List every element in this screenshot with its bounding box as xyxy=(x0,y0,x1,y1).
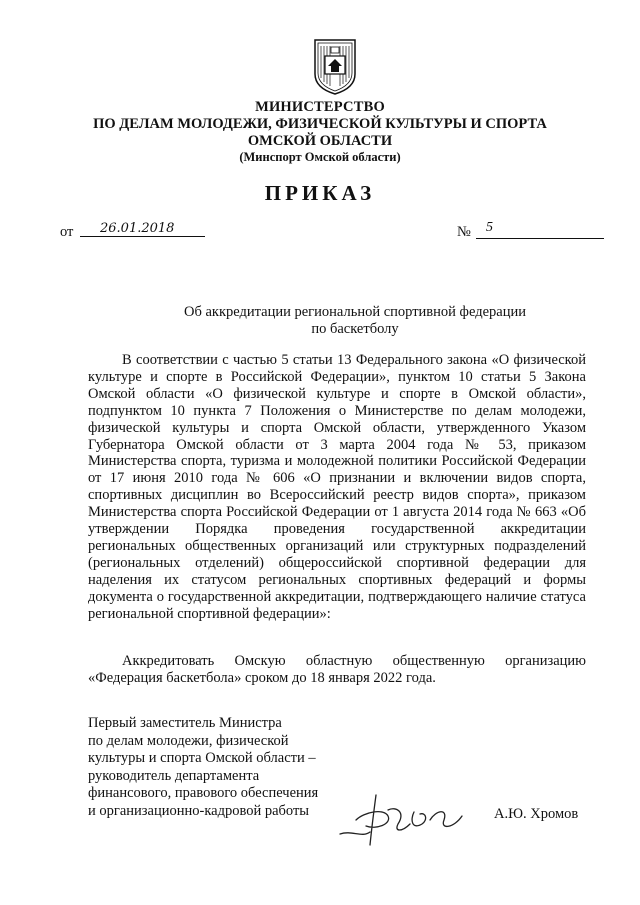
handwritten-signature xyxy=(336,790,476,850)
signatory-position xyxy=(88,715,338,821)
date-underline xyxy=(80,236,205,237)
position-line: и организационно-кадровой работы xyxy=(88,802,310,819)
signatory-name: А.Ю. Хромов xyxy=(494,806,579,822)
ministry-header-line-3: ОМСКОЙ ОБЛАСТИ xyxy=(247,133,393,149)
ministry-header-line-1: МИНИСТЕРСТВО xyxy=(255,99,385,115)
ministry-short-name: (Минспорт Омской области) xyxy=(239,150,401,164)
date-value: 26.01.2018 xyxy=(100,221,175,236)
number-value: 5 xyxy=(486,220,493,235)
position-line: культуры и спорта Омской области – xyxy=(88,750,316,767)
date-label: от xyxy=(60,224,74,240)
omsk-coat-of-arms-emblem xyxy=(311,38,359,96)
order-subject xyxy=(150,304,560,338)
subject-line-2: по баскетболу xyxy=(311,321,399,337)
number-underline xyxy=(476,238,604,239)
position-line: Первый заместитель Министра xyxy=(88,715,282,731)
number-label: № xyxy=(457,224,471,240)
body-paragraph-preamble: В соответствии с частью 5 статьи 13 Федерального закона «О физической культуре и спорте в Российской Федерации», пунктом 10 статьи 5 Закона Омской области «О физической культуре и спорте в Омской области», подпунктом 10 пункта 7 Положения о Министерстве по делам молодежи, физической культуры и спорта Омской области, утвержденного Указом Губернатора Омской области от 3 марта 2004 года № 53, приказом Министерства спорта, туризма и молодежной политики Российской Федерации от 17 июня 2010 года № 606 «О признании и включении видов спорта, спортивных дисциплин во Всероссийский реестр видов спорта», приказом Министерства спорта Российской Федерации от 1 августа 2014 года № 663 «Об утверждении Порядка проведения государственной аккредитации региональных общественных организаций или структурных подразделений (региональных отделений) общероссийской спортивной федерации для наделения их статусом региональных спортивных федераций и формы документа о государственной аккредитации, подтверждающего наличие статуса региональной спортивной федерации»: xyxy=(88,352,586,622)
position-line: по делам молодежи, физической xyxy=(88,732,289,749)
subject-line-1: Об аккредитации региональной спортивной федерации xyxy=(184,304,526,320)
position-line: руководитель департамента xyxy=(88,767,260,784)
position-line: финансового, правового обеспечения xyxy=(88,785,319,802)
body-paragraph-resolution: Аккредитовать Омскую областную общественную организацию «Федерация баскетбола» сроком до 18 января 2022 года. xyxy=(88,653,586,686)
document-title: ПРИКАЗ xyxy=(264,181,376,205)
ministry-header-line-2: ПО ДЕЛАМ МОЛОДЕЖИ, ФИЗИЧЕСКОЙ КУЛЬТУРЫ И СПОРТА xyxy=(93,116,547,132)
